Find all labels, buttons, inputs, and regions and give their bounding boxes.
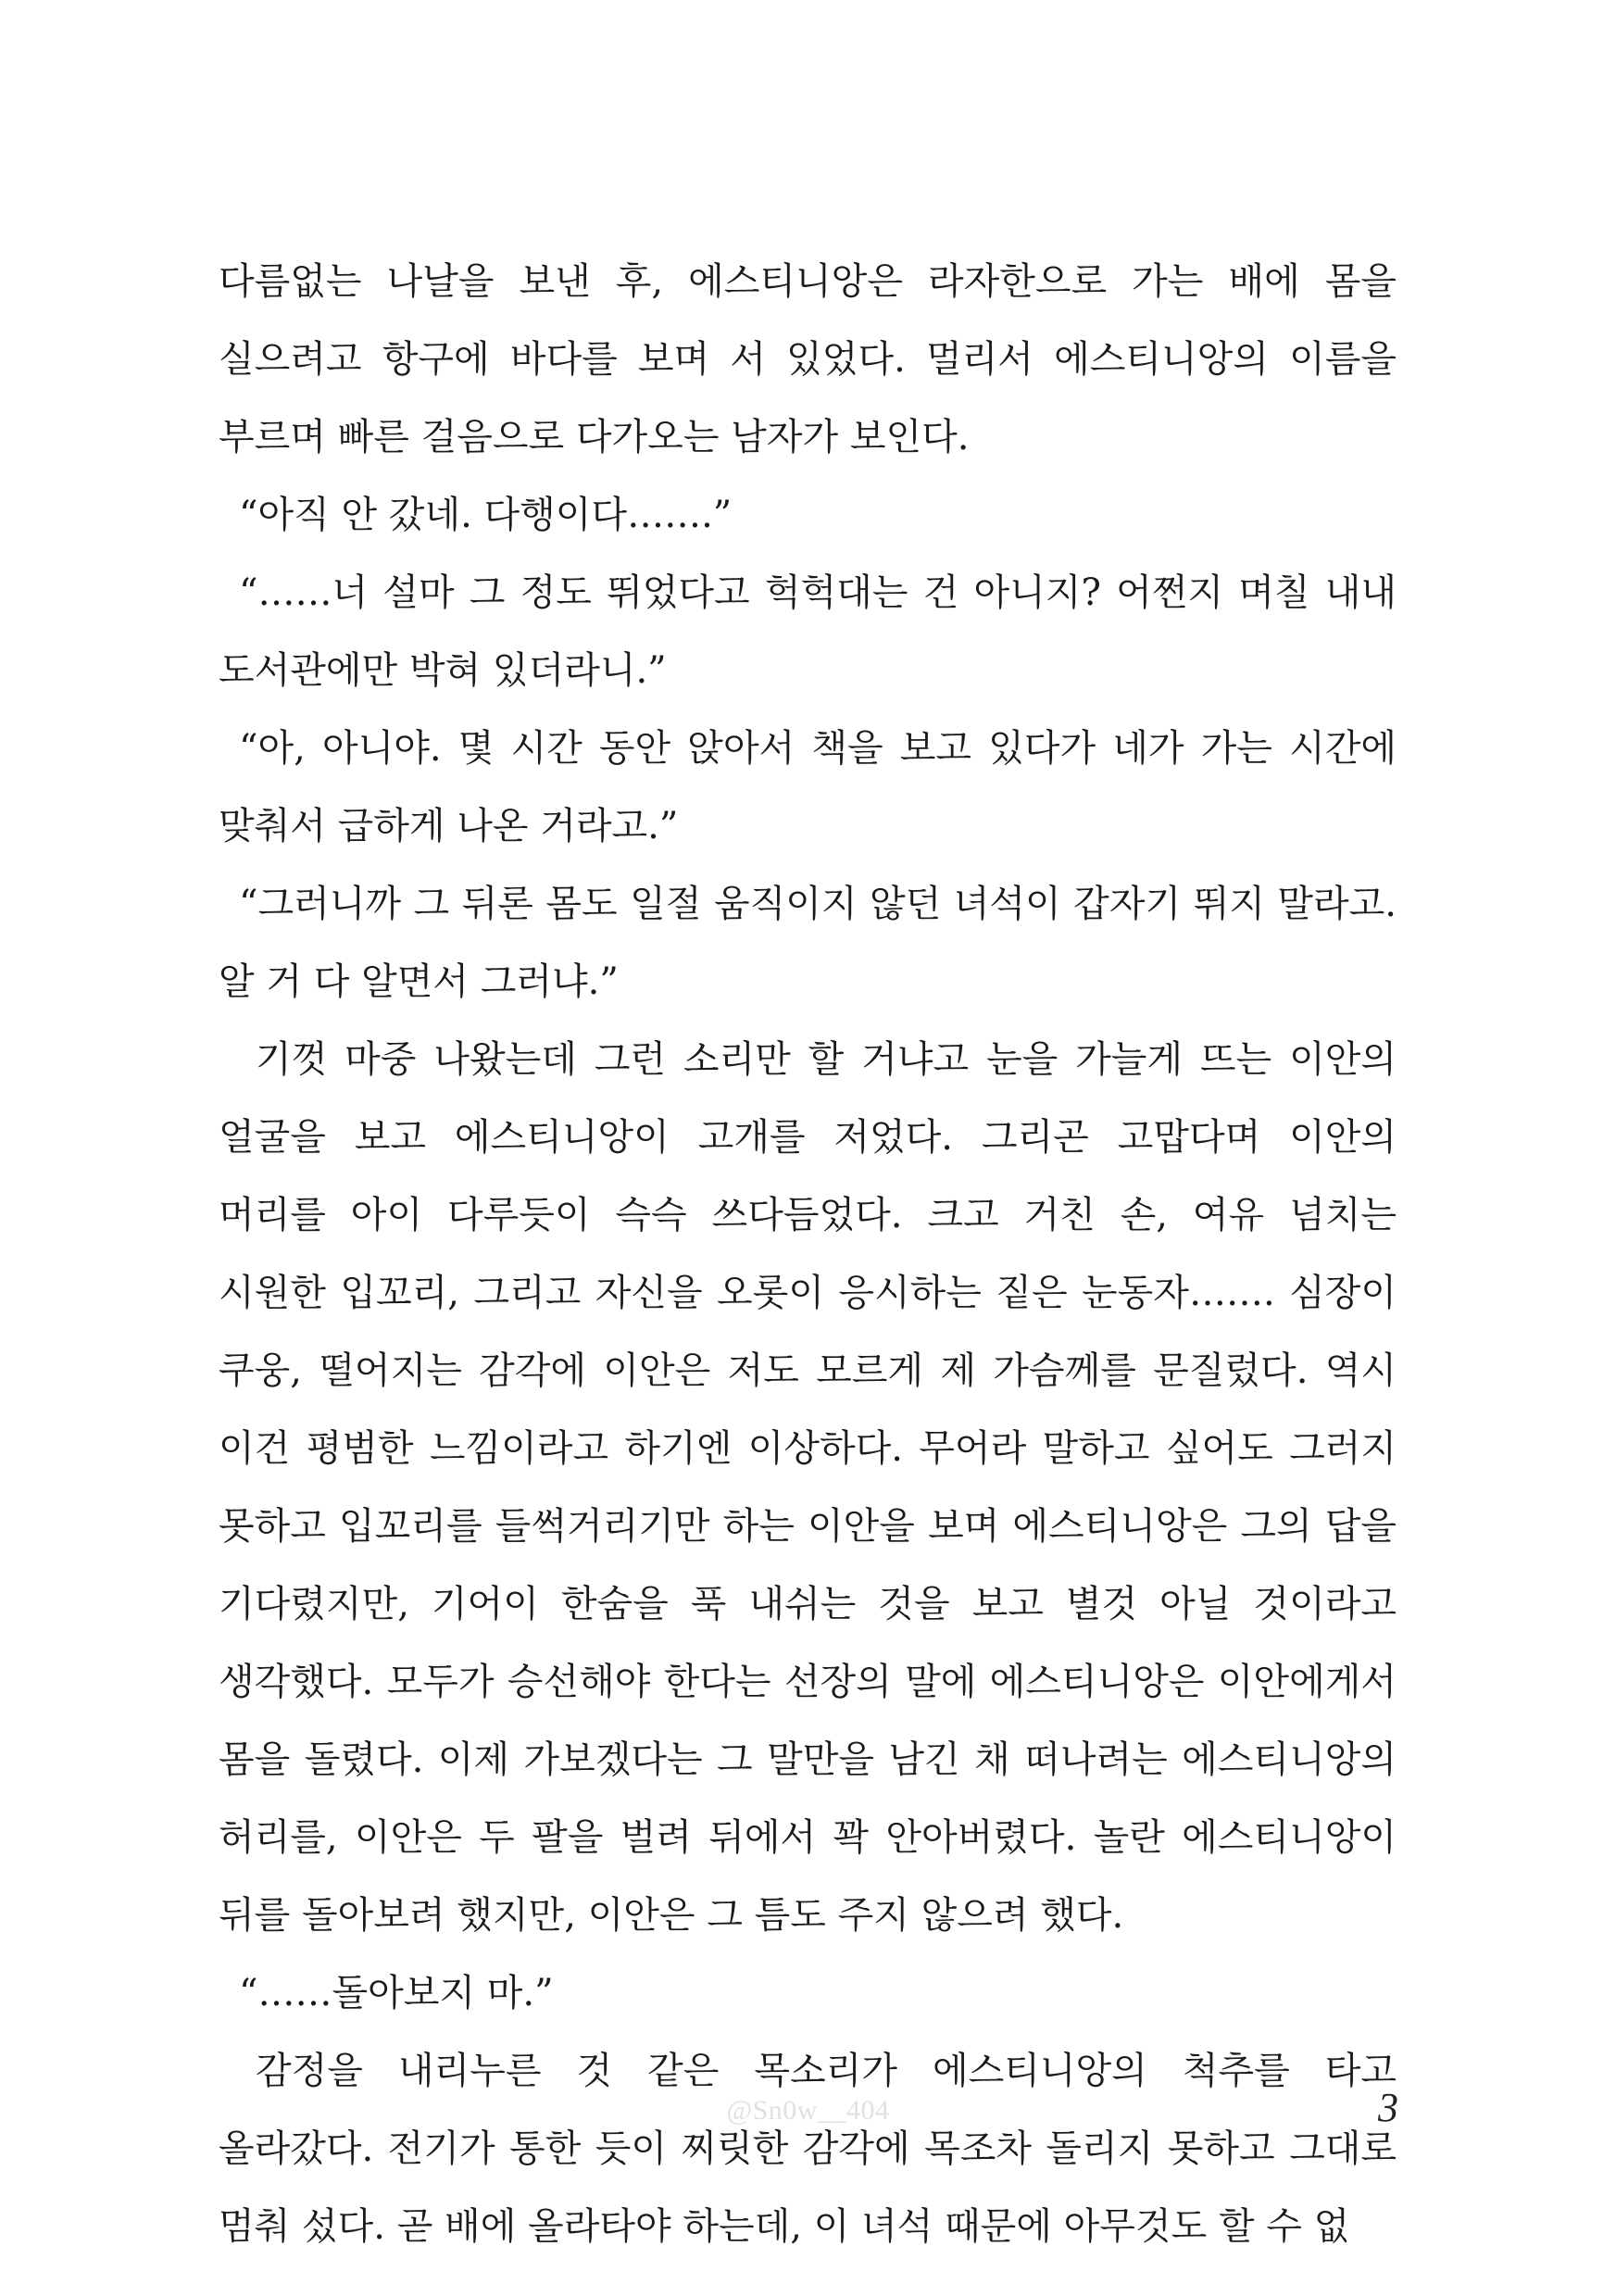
dialogue-line: “그러니까 그 뒤론 몸도 일절 움직이지 않던 녀석이 갑자기 뛰지 말라고. 알 거 다 알면서 그러냐.” <box>219 883 1397 1003</box>
page-number: 3 <box>1378 2085 1398 2130</box>
paragraph: 감정을 내리누른 것 같은 목소리가 에스티니앙의 척추를 타고 올라갔다. 전기가 통한 듯이 찌릿한 감각에 목조차 돌리지 못하고 그대로 멈춰 섰다. 곧 배에 올라타야 하는데, 이 녀석 때문에 아무것도 할 수 없 <box>219 2050 1397 2248</box>
dialogue-line: “……돌아보지 마.” <box>239 1972 554 2014</box>
dialogue-line: “아직 안 갔네. 다행이다…….” <box>239 494 733 536</box>
paragraph: 기껏 마중 나왔는데 그런 소리만 할 거냐고 눈을 가늘게 뜨는 이안의 얼굴을 보고 에스티니앙이 고개를 저었다. 그리곤 고맙다며 이안의 머리를 아이 다루듯이 슥슥 쓰다듬었다. 크고 거친 손, 여유 넘치는 시원한 입꼬리, 그리고 자신을 오롯이 응시하는 짙은 눈동자……. 심장이 쿠웅, 떨어지는 감각에 이안은 저도 모르게 제 가슴께를 문질렀다. 역시 이건 평범한 느낌이라고 하기엔 이상하다. 무어라 말하고 싶어도 그러지 못하고 입꼬리를 들썩거리기만 하는 이안을 보며 에스티니앙은 그의 답을 기다렸지만, 기어이 한숨을 푹 내쉬는 것을 보고 별것 아닐 것이라고 생각했다. 모두가 승선해야 한다는 선장의 말에 에스티니앙은 이안에게서 몸을 돌렸다. 이제 가보겠다는 그 말만을 남긴 채 떠나려는 에스티니앙의 허리를, 이안은 두 팔을 벌려 뒤에서 꽉 안아버렸다. 놀란 에스티니앙이 뒤를 돌아보려 했지만, 이안은 그 틈도 주지 않으려 했다. <box>219 1038 1397 1937</box>
watermark: @Sn0w__404 <box>726 2095 890 2126</box>
paragraph: 다름없는 나날을 보낸 후, 에스티니앙은 라자한으로 가는 배에 몸을 실으려고 항구에 바다를 보며 서 있었다. 멀리서 에스티니앙의 이름을 부르며 빠른 걸음으로 다가오는 남자가 보인다. <box>219 260 1397 458</box>
dialogue-line: “……너 설마 그 정도 뛰었다고 헉헉대는 건 아니지? 어쩐지 며칠 내내 도서관에만 박혀 있더라니.” <box>219 571 1397 692</box>
body-text <box>219 243 1397 2265</box>
dialogue-line: “아, 아니야. 몇 시간 동안 앉아서 책을 보고 있다가 네가 가는 시간에 맞춰서 급하게 나온 거라고.” <box>219 727 1397 847</box>
